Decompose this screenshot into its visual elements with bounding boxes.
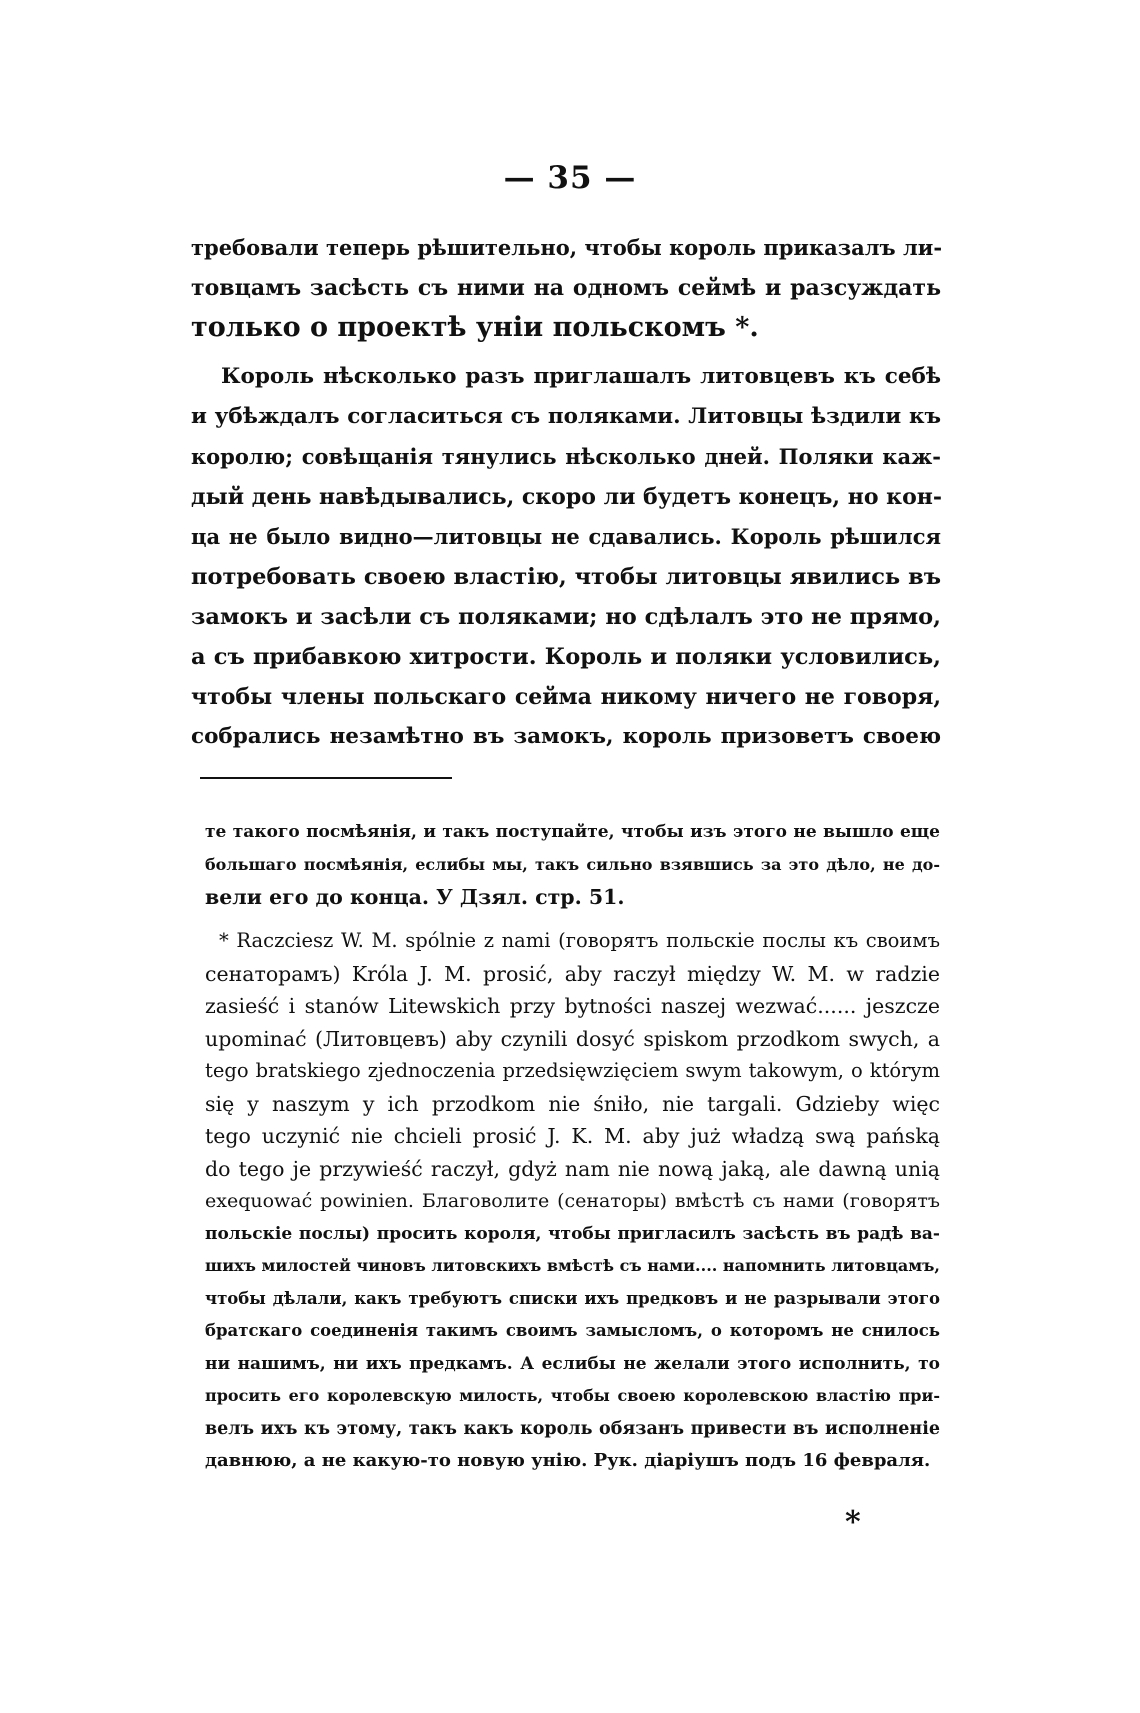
footnote-line: вели его до конца. У Дзял. стр. 51.: [205, 885, 625, 909]
footnote-line: братскаго соединенія такимъ своимъ замысломъ, о которомъ не снилось: [205, 1321, 940, 1340]
text-line: товцамъ засѣсть съ ними на одномъ сеймѣ и разсуждать: [191, 275, 941, 301]
footnote-line: давнюю, а не какую-то новую унію. Рук. діаріушъ подъ 16 февраля.: [205, 1450, 931, 1471]
text-line: только о проектѣ уніи польскомъ *.: [191, 312, 759, 343]
text-line: дый день навѣдывались, скоро ли будетъ конецъ, но кон-: [191, 484, 942, 510]
footnote-line: się y naszym y ich przodkom nie śniło, nie targali. Gdzieby więc: [205, 1091, 940, 1116]
text-line: ца не было видно—литовцы не сдавались. Король рѣшился: [191, 524, 941, 549]
footnote-line: чтобы дѣлали, какъ требуютъ списки ихъ предковъ и не разрывали этого: [205, 1288, 940, 1308]
text-line: королю; совѣщанія тянулись нѣсколько дней. Поляки каж-: [191, 444, 941, 469]
footnote-line: просить его королевскую милость, чтобы своею королевскою властію при-: [205, 1386, 940, 1405]
footnote-line: * Raczciesz W. M. spólnie z nami (говорятъ польскіе послы къ своимъ: [219, 929, 940, 952]
footnote-line: шихъ милостей чиновъ литовскихъ вмѣстѣ съ нами.... напомнить литовцамъ,: [205, 1256, 940, 1275]
text-line: а съ прибавкою хитрости. Король и поляки условились,: [191, 644, 941, 670]
footnote-line: tego uczynić nie chcieli prosić J. K. M. aby już władzą swą pańską: [205, 1124, 940, 1148]
footnote-separator: [200, 777, 452, 779]
footnote-line: сенаторамъ) Króla J. M. prosić, aby raczył między W. M. w radzie: [205, 961, 940, 986]
footnote-line: польскіе послы) просить короля, чтобы пригласилъ засѣсть въ радѣ ва-: [205, 1223, 940, 1244]
footnote-line: upominać (Литовцевъ) aby czynili dosyć spiskom przodkom swych, a: [205, 1026, 940, 1051]
text-line: потребовать своею властію, чтобы литовцы явились въ: [191, 564, 941, 590]
footnote-line: те такого посмѣянія, и такъ поступайте, чтобы изъ этого не вышло еще: [205, 822, 940, 842]
text-line: собрались незамѣтно въ замокъ, король призоветъ своею: [191, 724, 941, 749]
footnote-line: do tego je przywieść raczył, gdyż nam nie nową jaką, ale dawną unią: [205, 1156, 940, 1181]
text-line: требовали теперь рѣшительно, чтобы король приказалъ ли-: [191, 235, 943, 260]
footnote-star: [205, 925, 940, 1478]
footnote-line: exequować powinien. Благоволите (сенаторы) вмѣстѣ съ нами (говорятъ: [205, 1190, 940, 1212]
paragraph-continued: [191, 228, 941, 348]
text-line: чтобы члены польскаго сейма никому ничего не говоря,: [191, 684, 941, 710]
text-line: замокъ и засѣли съ поляками; но сдѣлалъ это не прямо,: [191, 604, 941, 630]
page-number: — 35 —: [503, 160, 637, 196]
footnote-line: zasieść i stanów Litewskich przy bytności naszej wezwać...... jeszcze: [205, 994, 940, 1018]
paragraph-king: [191, 357, 941, 757]
footnote-continued: [205, 816, 940, 914]
footnote-line: tego bratskiego zjednoczenia przedsięwzięciem swym takowym, o którym: [205, 1059, 940, 1082]
text-line: Король нѣсколько разъ приглашалъ литовцевъ къ себѣ: [221, 364, 941, 389]
footnote-line: велъ ихъ къ этому, такъ какъ король обязанъ привести въ исполненіе: [205, 1418, 940, 1439]
end-asterisk: *: [845, 1505, 861, 1540]
text-line: и убѣждалъ согласиться съ поляками. Литовцы ѣздили къ: [191, 404, 941, 429]
footnote-line: ни нашимъ, ни ихъ предкамъ. А еслибы не желали этого исполнить, то: [205, 1353, 940, 1374]
footnote-line: большаго посмѣянія, еслибы мы, такъ сильно взявшись за это дѣло, не до-: [205, 854, 940, 874]
